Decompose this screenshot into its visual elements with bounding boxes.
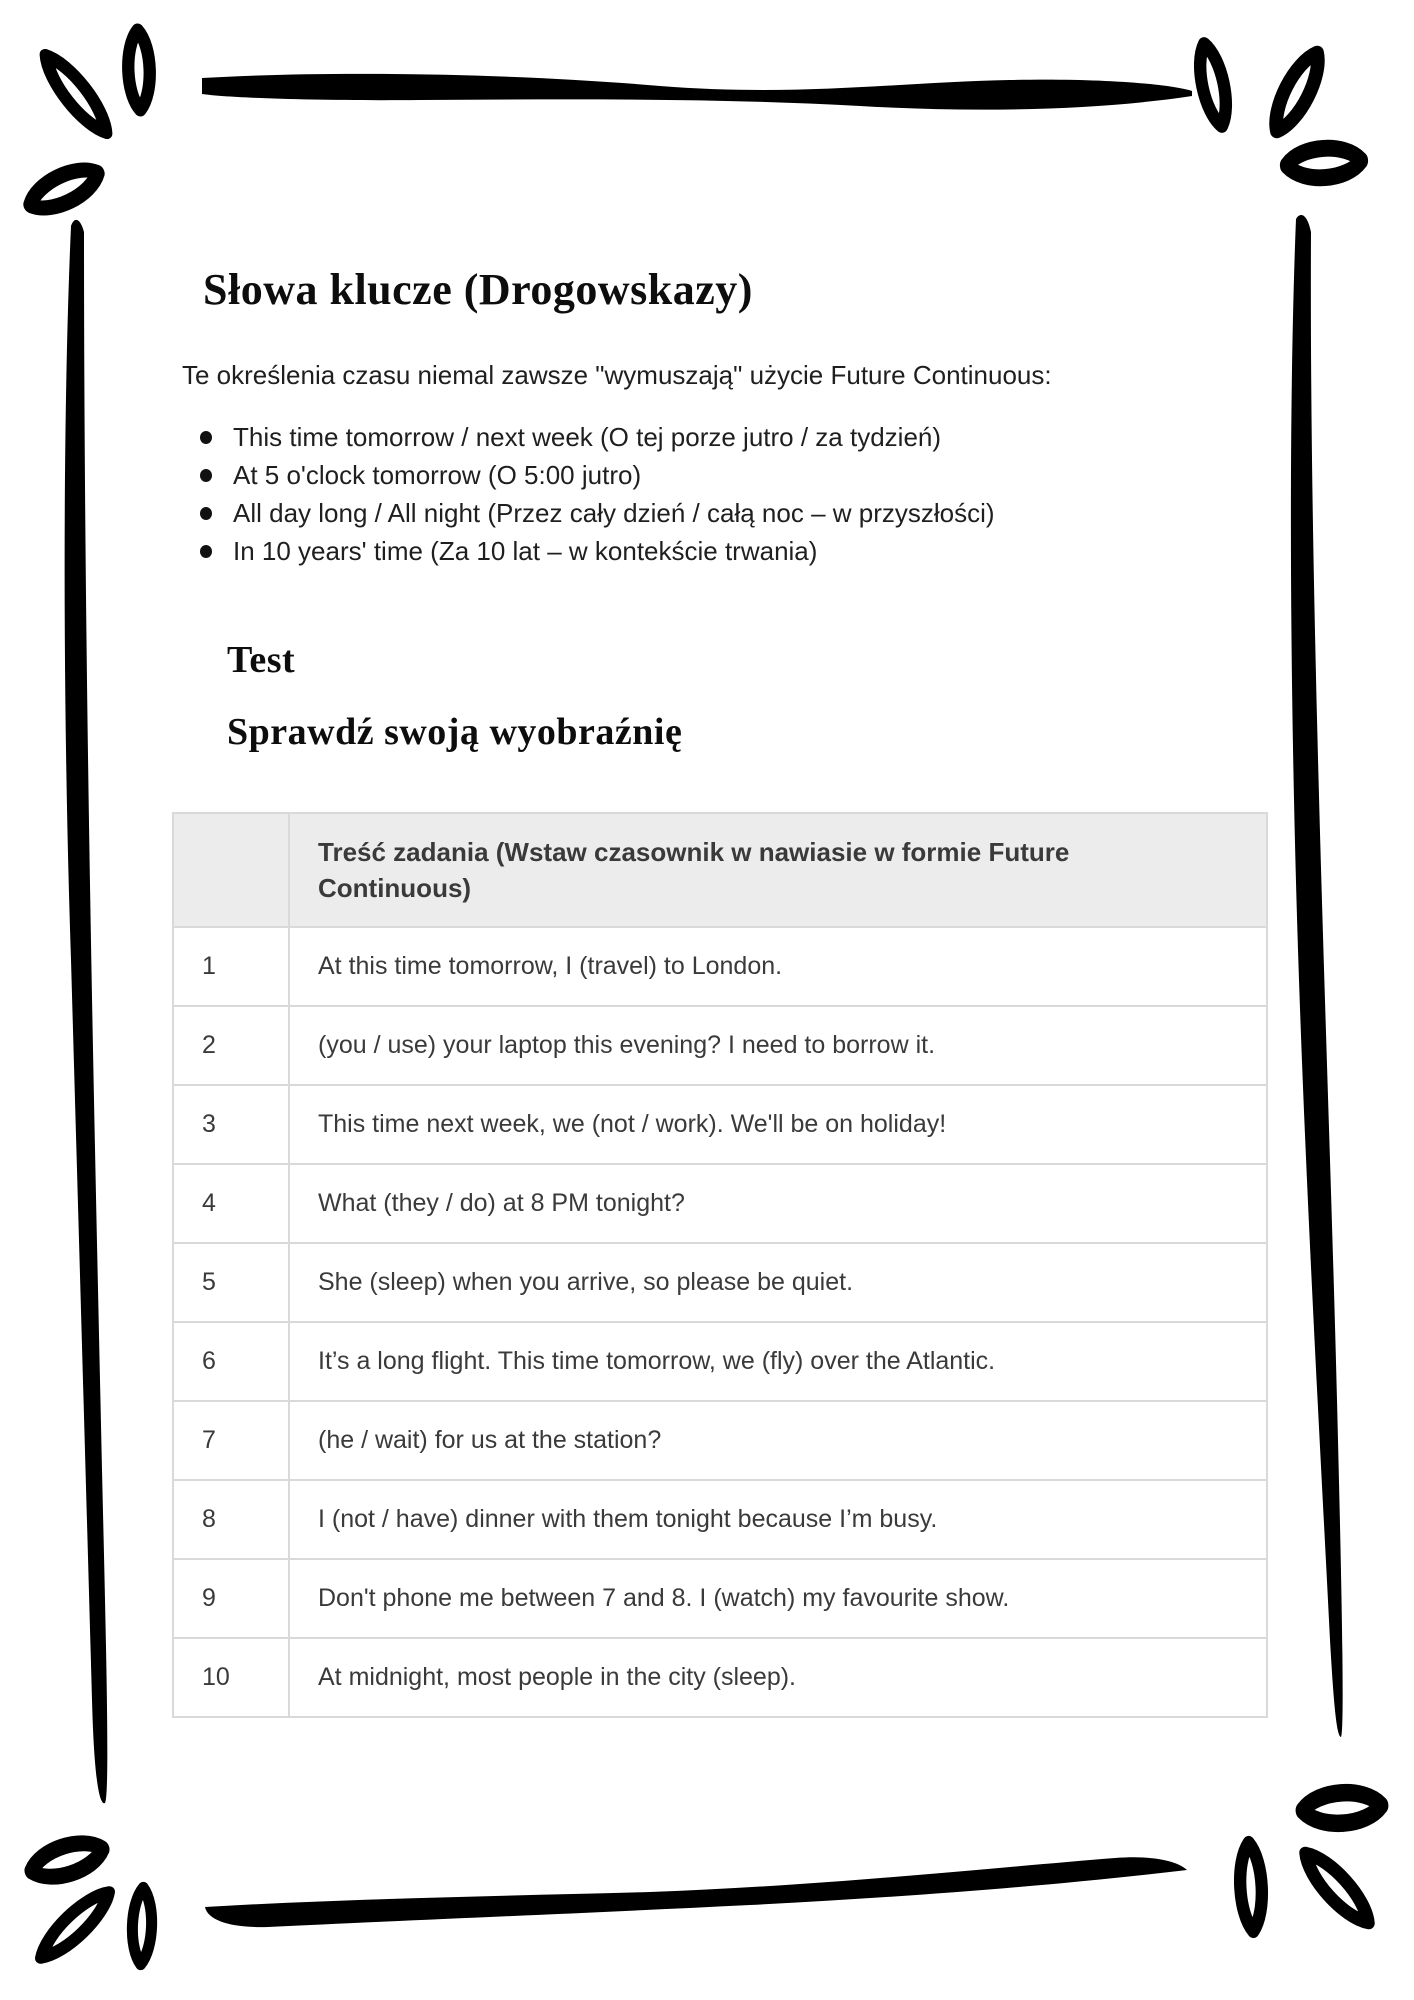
keyword-item: At 5 o'clock tomorrow (O 5:00 jutro): [172, 456, 995, 494]
row-number: 5: [173, 1243, 289, 1322]
table-row: [173, 1243, 1267, 1322]
table-header-number-cell: [173, 813, 289, 927]
petal-ornament-top-right: [1194, 42, 1363, 181]
table-header-label: Treść zadania (Wstaw czasownik w nawiasie w formie Future Continuous): [318, 837, 1070, 903]
row-task: What (they / do) at 8 PM tonight?: [289, 1164, 1267, 1243]
row-number: 6: [173, 1322, 289, 1401]
table-row: [173, 1085, 1267, 1164]
keyword-item: All day long / All night (Przez cały dzień / całą noc – w przyszłości): [172, 494, 995, 532]
petal-ornament-bottom-left: [27, 1835, 153, 1965]
table-row: [173, 927, 1267, 1006]
table-row: [173, 1559, 1267, 1638]
table-row: [173, 1164, 1267, 1243]
petal-ornament-top-left: [24, 30, 151, 218]
section-title-test: Test: [227, 639, 296, 681]
row-number: 9: [173, 1559, 289, 1638]
section-title-sprawdz: Sprawdź swoją wyobraźnię: [227, 711, 683, 753]
table-row: [173, 1322, 1267, 1401]
row-number: 1: [173, 927, 289, 1006]
exercise-table: [172, 812, 1268, 1718]
table-header-task-cell: [289, 813, 1267, 927]
row-number: 2: [173, 1006, 289, 1085]
table-row: [173, 1006, 1267, 1085]
row-task: At this time tomorrow, I (travel) to London.: [289, 927, 1267, 1006]
row-task: (he / wait) for us at the station?: [289, 1401, 1267, 1480]
row-task: At midnight, most people in the city (sleep).: [289, 1638, 1267, 1717]
frame-top-stroke: [202, 74, 1192, 110]
table-header-row: [173, 813, 1267, 927]
row-number: 7: [173, 1401, 289, 1480]
row-task: I (not / have) dinner with them tonight because I’m busy.: [289, 1480, 1267, 1559]
keyword-item: This time tomorrow / next week (O tej porze jutro / za tydzień): [172, 418, 995, 456]
frame-left-stroke: [65, 220, 108, 1803]
intro-paragraph: Te określenia czasu niemal zawsze "wymuszają" użycie Future Continuous:: [182, 360, 1052, 390]
row-task: It’s a long flight. This time tomorrow, we (fly) over the Atlantic.: [289, 1322, 1267, 1401]
table-row: [173, 1401, 1267, 1480]
row-task: (you / use) your laptop this evening? I need to borrow it.: [289, 1006, 1267, 1085]
petal-ornament-bottom-right: [1238, 1790, 1383, 1931]
table-row: [173, 1480, 1267, 1559]
keyword-list: [172, 418, 995, 570]
frame-right-stroke: [1291, 215, 1343, 1737]
row-task: This time next week, we (not / work). We'll be on holiday!: [289, 1085, 1267, 1164]
page-title: Słowa klucze (Drogowskazy): [203, 265, 753, 314]
row-task: She (sleep) when you arrive, so please be quiet.: [289, 1243, 1267, 1322]
row-number: 4: [173, 1164, 289, 1243]
keyword-item: In 10 years' time (Za 10 lat – w kontekście trwania): [172, 532, 995, 570]
row-number: 3: [173, 1085, 289, 1164]
row-task: Don't phone me between 7 and 8. I (watch) my favourite show.: [289, 1559, 1267, 1638]
table-row: [173, 1638, 1267, 1717]
row-number: 8: [173, 1480, 289, 1559]
row-number: 10: [173, 1638, 289, 1717]
frame-bottom-stroke: [205, 1857, 1187, 1927]
